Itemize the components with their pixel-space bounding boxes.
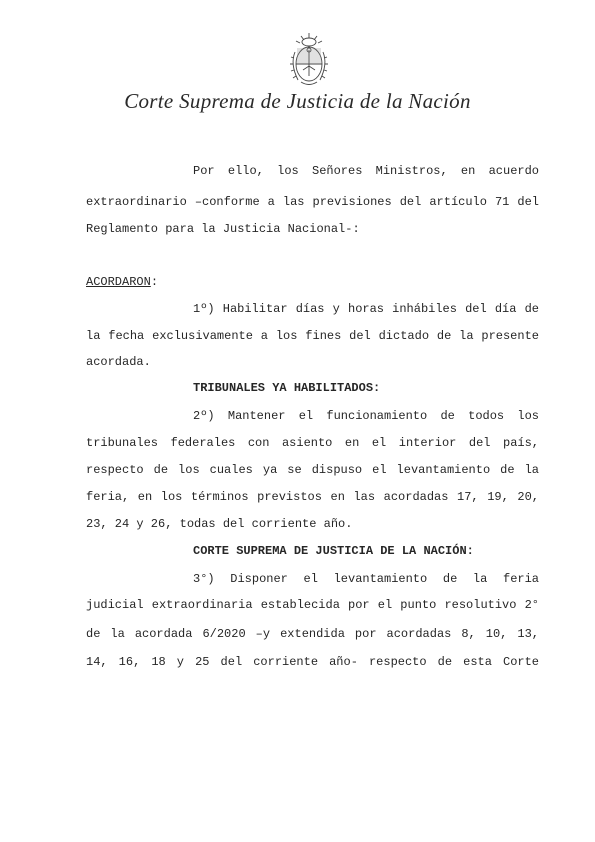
acordaron-label [86,275,539,289]
acordaron-colon: : [150,275,159,289]
paragraph-1-line-1: Por ello, los Señores Ministros, en acuerdo [193,164,539,178]
paragraph-3-line-2: tribunales federales con asiento en el interior del país, [86,436,539,450]
argentine-coat-of-arms-icon [286,30,332,90]
paragraph-4-line-2: judicial extraordinaria establecida por el punto resolutivo 2° [86,598,539,612]
section-heading-tribunales: TRIBUNALES YA HABILITADOS: [193,381,381,395]
paragraph-4-line-1: 3°) Disponer el levantamiento de la feria [193,572,539,586]
paragraph-1-line-2: extraordinario –conforme a las previsiones del artículo 71 del [86,195,539,209]
paragraph-2-line-3: acordada. [86,355,151,369]
paragraph-3-line-3: respecto de los cuales ya se dispuso el levantamiento de la [86,463,539,477]
paragraph-3-line-1: 2º) Mantener el funcionamiento de todos los [193,409,539,423]
paragraph-2-line-1: 1º) Habilitar días y horas inhábiles del día de [193,302,539,316]
paragraph-1-line-3: Reglamento para la Justicia Nacional-: [86,222,360,236]
letterhead-title: Corte Suprema de Justicia de la Nación [124,89,471,113]
paragraph-3-line-4: feria, en los términos previstos en las acordadas 17, 19, 20, [86,490,539,504]
paragraph-4-line-4: 14, 16, 18 y 25 del corriente año- respecto de esta Corte [86,655,539,669]
paragraph-4-line-3: de la acordada 6/2020 –y extendida por acordadas 8, 10, 13, [86,627,539,641]
section-heading-corte: CORTE SUPREMA DE JUSTICIA DE LA NACIÓN: [193,544,474,558]
paragraph-3-line-5: 23, 24 y 26, todas del corriente año. [86,517,353,531]
acordaron-word: ACORDARON [86,275,151,289]
paragraph-2-line-2: la fecha exclusivamente a los fines del dictado de la presente [86,329,539,343]
